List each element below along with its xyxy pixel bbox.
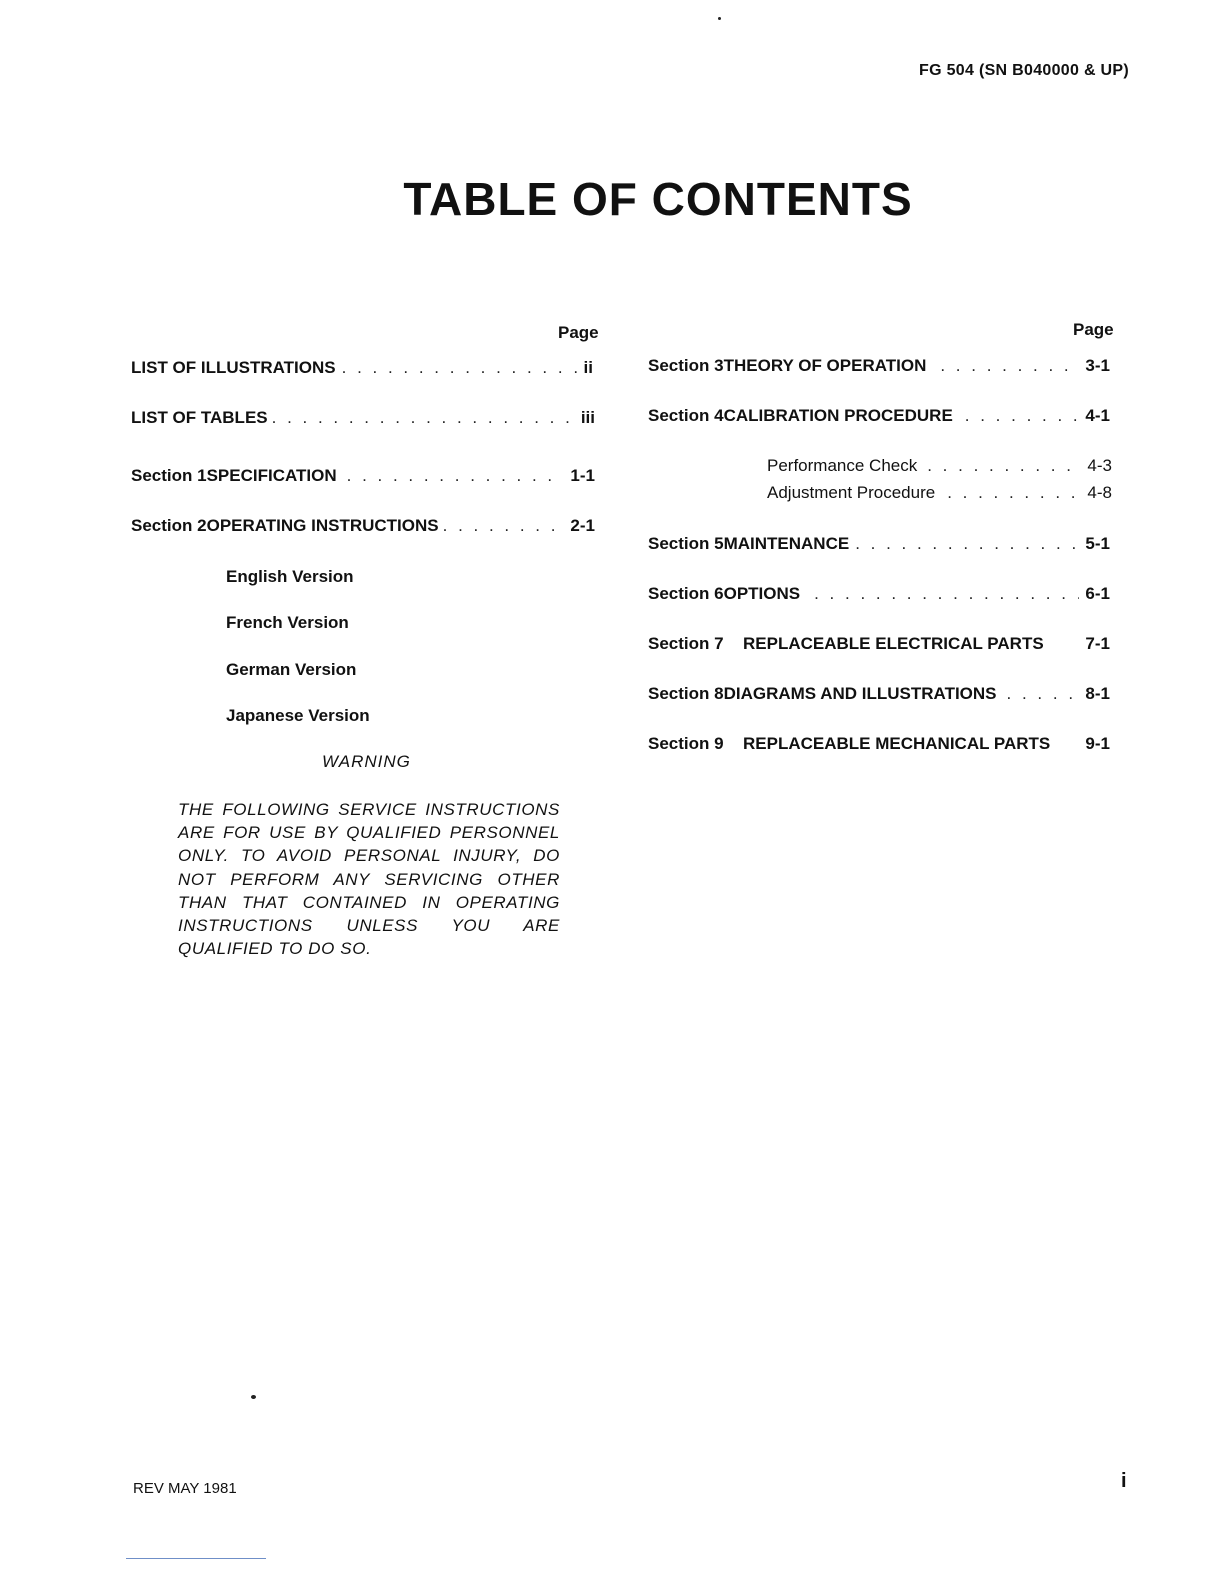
- footer-rule: [126, 1558, 266, 1559]
- toc-entry-page: 4-1: [1085, 406, 1110, 425]
- toc-subentry-japanese-version[interactable]: Japanese Version: [226, 706, 370, 725]
- toc-entry-page: 5-1: [1085, 534, 1110, 553]
- toc-subentry-english-version[interactable]: English Version: [226, 567, 354, 586]
- leader-dots: [855, 534, 1079, 554]
- leader-dots: [947, 483, 1081, 503]
- toc-entry-title: Performance Check: [767, 456, 918, 475]
- document-reference: FG 504 (SN B040000 & UP): [919, 62, 1129, 79]
- toc-entry-page: 1-1: [570, 466, 595, 485]
- toc-entry-page: 4-8: [1087, 483, 1112, 502]
- toc-entry-page: 2-1: [570, 516, 595, 535]
- toc-entry-section-8[interactable]: [648, 684, 1110, 704]
- leader-dots: [814, 584, 1079, 604]
- toc-entry-page: iii: [580, 408, 595, 427]
- warning-body: THE FOLLOWING SERVICE INSTRUCTIONS ARE FOR USE BY QUALIFIED PERSONNEL ONLY. TO AVOID PERSONAL INJURY, DO NOT PERFORM ANY SERVICING OTHER THAN THAT CONTAINED IN OPERATING INSTRUCTIONS UNLESS YOU ARE QUALIFIED TO DO SO.: [178, 800, 560, 959]
- toc-section-label: Section 6: [648, 584, 724, 603]
- toc-entry-title: CALIBRATION PROCEDURE: [723, 406, 953, 425]
- toc-entry-page: 4-3: [1087, 456, 1112, 475]
- leader-dots: [927, 456, 1081, 476]
- leader-dots: [940, 356, 1079, 376]
- toc-entry-list-of-tables[interactable]: [131, 408, 595, 428]
- toc-entry-page: 9-1: [1085, 734, 1110, 753]
- toc-entry-title: OPERATING INSTRUCTIONS: [206, 516, 439, 535]
- page-title: TABLE OF CONTENTS: [403, 173, 913, 225]
- toc-entry-section-4[interactable]: [648, 406, 1110, 426]
- toc-entry-page: 6-1: [1085, 584, 1110, 603]
- toc-entry-list-of-illustrations[interactable]: [131, 358, 593, 378]
- toc-subentry-adjustment-procedure[interactable]: [767, 483, 1112, 503]
- toc-entry-page: 8-1: [1085, 684, 1110, 703]
- toc-entry-title: Adjustment Procedure: [767, 483, 936, 502]
- toc-entry-section-2[interactable]: [131, 516, 595, 536]
- warning-heading: WARNING: [322, 752, 411, 771]
- toc-entry-title: DIAGRAMS AND ILLUSTRATIONS: [723, 684, 997, 703]
- toc-entry-title: REPLACEABLE MECHANICAL PARTS: [743, 734, 1051, 753]
- toc-entry-page: ii: [583, 358, 593, 377]
- toc-section-label: Section 2: [131, 516, 207, 535]
- leader-dots: [1007, 684, 1080, 704]
- page-column-label-left: Page: [558, 323, 599, 342]
- toc-subentry-german-version[interactable]: German Version: [226, 660, 357, 679]
- toc-entry-page: 3-1: [1085, 356, 1110, 375]
- toc-section-label: Section 9: [648, 734, 724, 753]
- toc-entry-title: SPECIFICATION: [206, 466, 337, 485]
- toc-entry-title: OPTIONS: [723, 584, 801, 603]
- toc-section-label: Section 5: [648, 534, 724, 553]
- toc-entry-section-3[interactable]: [648, 356, 1110, 376]
- leader-dots: [347, 466, 565, 486]
- toc-entry-title: LIST OF ILLUSTRATIONS: [131, 358, 336, 377]
- toc-entry-section-5[interactable]: [648, 534, 1110, 554]
- leader-dots: [342, 358, 578, 378]
- toc-entry-title: LIST OF TABLES: [131, 408, 268, 427]
- toc-subentry-french-version[interactable]: French Version: [226, 613, 349, 632]
- toc-section-label: Section 1: [131, 466, 207, 485]
- toc-entry-page: 7-1: [1085, 634, 1110, 653]
- page-number: i: [1121, 1470, 1127, 1492]
- toc-section-label: Section 4: [648, 406, 724, 425]
- toc-entry-title: MAINTENANCE: [723, 534, 850, 553]
- leader-dots: [965, 406, 1080, 426]
- toc-entry-title: THEORY OF OPERATION: [723, 356, 927, 375]
- revision-date: REV MAY 1981: [133, 1480, 237, 1497]
- toc-entry-section-6[interactable]: [648, 584, 1110, 604]
- leader-dots: [272, 408, 575, 428]
- toc-subentry-performance-check[interactable]: [767, 456, 1112, 476]
- scan-speck: [718, 17, 721, 20]
- toc-section-label: Section 3: [648, 356, 724, 375]
- toc-entry-section-1[interactable]: [131, 466, 595, 486]
- toc-entry-section-9[interactable]: [648, 734, 1110, 754]
- toc-entry-section-7[interactable]: [648, 634, 1110, 654]
- page-column-label-right: Page: [1073, 320, 1114, 339]
- toc-section-label: Section 8: [648, 684, 724, 703]
- toc-section-label: Section 7: [648, 634, 724, 653]
- leader-dots: [443, 516, 565, 536]
- toc-entry-title: REPLACEABLE ELECTRICAL PARTS: [743, 634, 1044, 653]
- scan-speck: [251, 1395, 256, 1399]
